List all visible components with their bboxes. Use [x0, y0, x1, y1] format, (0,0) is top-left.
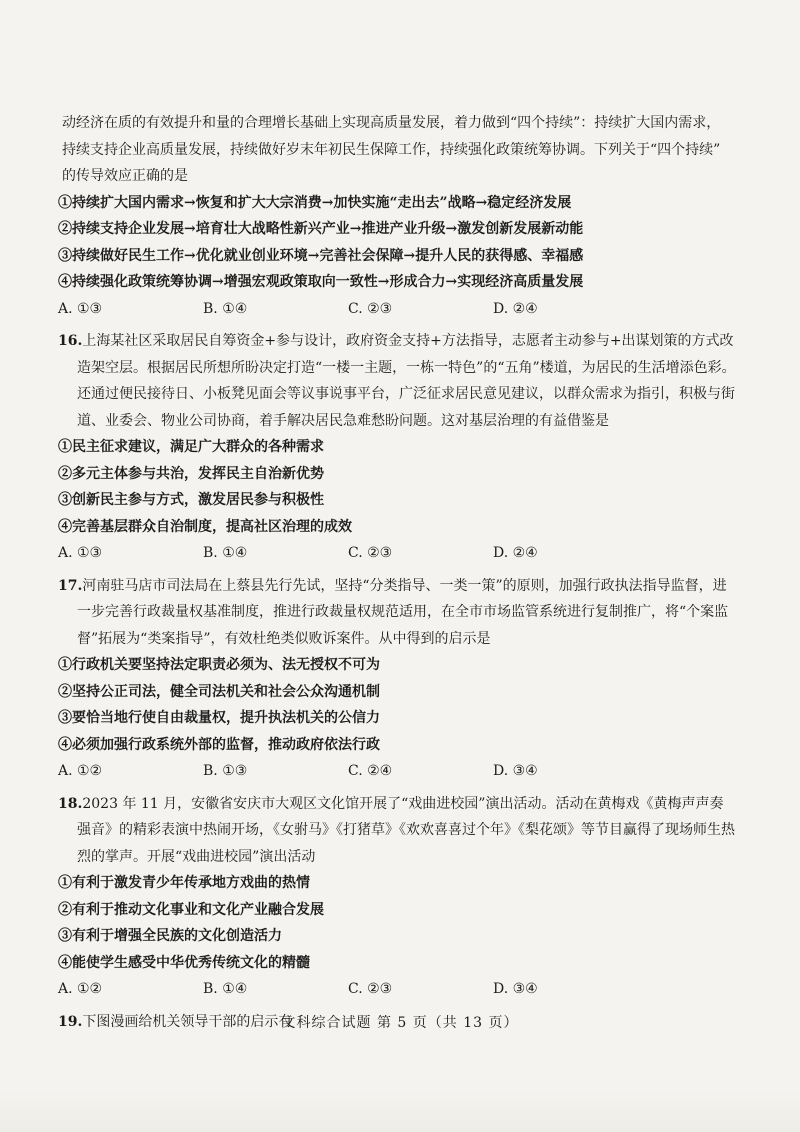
q18-choice-b: B. ①④ — [203, 981, 248, 997]
q15-choice-a: A. ①③ — [58, 300, 103, 317]
q17-option-2: ②坚持公正司法，健全司法机关和社会公众沟通机制 — [58, 683, 380, 700]
q15-stem-line-2: 持续支持企业高质量发展，持续做好岁末年初民生保障工作，持续强化政策统筹协调。下列关于“四个持续” — [62, 141, 721, 158]
q16-option-2: ②多元主体参与共治，发挥民主自治新优势 — [58, 465, 324, 482]
q17-choice-d: D. ③④ — [493, 763, 538, 779]
q19-stem-text: 下图漫画给机关领导干部的启示有 — [82, 1013, 293, 1030]
q16-choice-b: B. ①④ — [203, 545, 248, 561]
q17-number: 17. — [58, 577, 83, 594]
q16-choice-c: C. ②③ — [348, 545, 393, 561]
q17-choices — [58, 758, 736, 785]
q16-number: 16. — [58, 333, 83, 349]
q18-choice-a: A. ①② — [58, 981, 103, 997]
page-footer: 文科综合试题 第 5 页（共 13 页） — [281, 1015, 519, 1031]
q18-choice-d: D. ③④ — [493, 981, 538, 997]
q15-option-1: ①持续扩大国内需求→恢复和扩大大宗消费→加快实施“走出去”战略→稳定经济发展 — [58, 194, 572, 211]
q17-choice-a: A. ①② — [58, 763, 103, 779]
q17-stem-text: 河南驻马店市司法局在上蔡县先行先试，坚持“分类指导、一类一策”的原则，加强行政执法指导监督，进一步完善行政裁量权基准制度，推进行政裁量权规范适用，在全市市场监管系统进行复制推广，将“个案监督”拓展为“类案指导”，有效杜绝类似败诉案件。从中得到的启示是 — [77, 577, 729, 647]
q17-option-4: ④必须加强行政系统外部的监督，推动政府依法行政 — [58, 736, 380, 753]
q16-stem — [58, 328, 736, 434]
q15-stem-line-3: 的传导效应正确的是 — [62, 168, 188, 184]
q15-option-3: ③持续做好民生工作→优化就业创业环境→完善社会保障→提升人民的获得感、幸福感 — [58, 247, 584, 264]
q15-choices — [58, 296, 736, 323]
q17-stem — [58, 573, 736, 653]
q15-stem-line-1: 动经济在质的有效提升和量的合理增长基础上实现高质量发展，着力做到“四个持续”：持续扩大国内需求， — [62, 115, 721, 131]
q18-stem-text: 2023 年 11 月，安徽省安庆市大观区文化馆开展了“戏曲进校园”演出活动。活动在黄梅戏《黄梅声声奏强音》的精彩表演中热闹开场，《女驸马》《打猪草》《欢欢喜喜过个年》《梨花颂》等节目赢得了现场师生热烈的掌声。开展“戏曲进校园”演出活动 — [77, 795, 735, 865]
q16-choices — [58, 540, 736, 567]
q18-option-3: ③有利于增强全民族的文化创造活力 — [58, 928, 282, 944]
q16-option-3: ③创新民主参与方式，激发居民参与积极性 — [58, 492, 324, 508]
q17-option-1: ①行政机关要坚持法定职责必须为、法无授权不可为 — [58, 657, 380, 673]
q17-option-3: ③要恰当地行使自由裁量权，提升执法机关的公信力 — [58, 710, 380, 726]
q15-choice-c: C. ②③ — [348, 300, 393, 317]
q17-choice-b: B. ①③ — [203, 763, 248, 779]
q15-option-2: ②持续支持企业发展→培育壮大战略性新兴产业→推进产业升级→激发创新发展新动能 — [58, 221, 584, 237]
q16-stem-text: 上海某社区采取居民自筹资金+参与设计，政府资金支持+方法指导，志愿者主动参与+出谋划策的方式改造架空层。根据居民所想所盼决定打造“一楼一主题，一栋一特色”的“五角”楼道，为居民的生活增添色彩。还通过便民接待日、小板凳见面会等议事说事平台，广泛征求居民意见建议，以群众需求为指引，积极与街道、业委会、物业公司协商，着手解决居民急难愁盼问题。这对基层治理的有益借鉴是 — [77, 333, 736, 429]
q15-option-4: ④持续强化政策统筹协调→增强宏观政策取向一致性→形成合力→实现经济高质量发展 — [58, 274, 584, 290]
q16-option-1: ①民主征求建议，满足广大群众的各种需求 — [58, 439, 324, 455]
q17-choice-c: C. ②④ — [348, 763, 393, 779]
q18-choice-c: C. ②③ — [348, 981, 393, 997]
q16-option-4: ④完善基层群众自治制度，提高社区治理的成效 — [58, 518, 352, 535]
q18-option-1: ①有利于激发青少年传承地方戏曲的热情 — [58, 875, 310, 891]
q18-stem — [58, 791, 736, 871]
bottom-margin — [0, 1090, 800, 1132]
q16-choice-a: A. ①③ — [58, 545, 103, 561]
page-content — [58, 110, 736, 1035]
q18-number: 18. — [58, 795, 83, 812]
q18-choices — [58, 976, 736, 1003]
q19-number: 19. — [58, 1013, 83, 1030]
q18-option-4: ④能使学生感受中华优秀传统文化的精髓 — [58, 954, 310, 971]
q18-option-2: ②有利于推动文化事业和文化产业融合发展 — [58, 901, 324, 918]
q16-choice-d: D. ②④ — [493, 545, 538, 561]
q15-choice-b: B. ①④ — [203, 300, 248, 317]
q15-choice-d: D. ②④ — [493, 300, 538, 317]
